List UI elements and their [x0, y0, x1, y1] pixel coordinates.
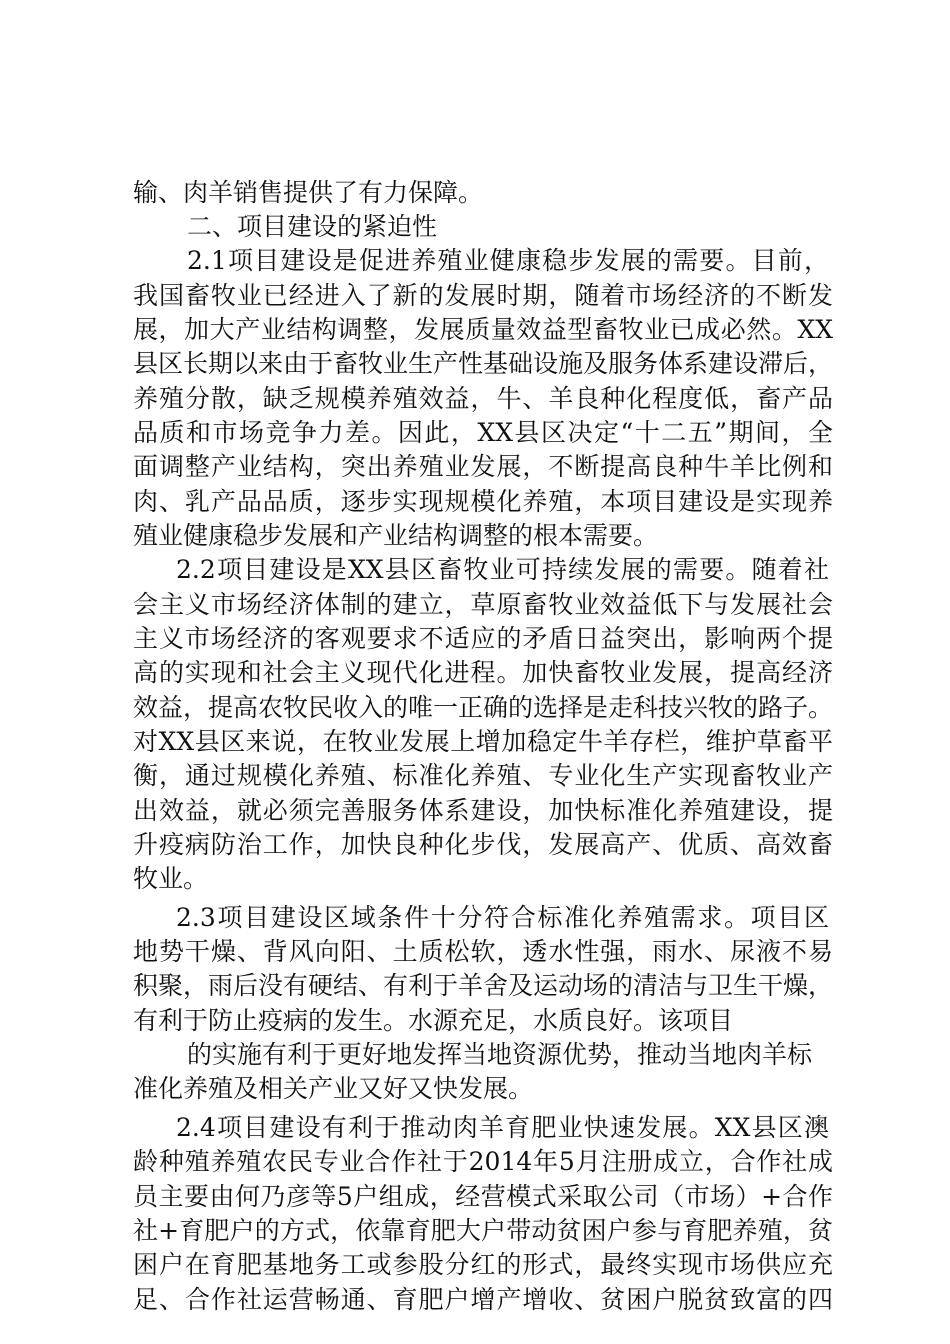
paragraph-line: 品质和市场竞争力差。因此，XX县区决定“十二五”期间，全	[133, 418, 833, 447]
paragraph-line: 足、合作社运营畅通、育肥户增产增收、贫困户脱贫致富的四	[133, 1285, 833, 1314]
paragraph-line: 龄种殖养殖农民专业合作社于2014年5月注册成立，合作社成	[133, 1147, 833, 1176]
paragraph-line: 我国畜牧业已经进入了新的发展时期，随着市场经济的不断发	[133, 281, 833, 310]
paragraph-line: 肉、乳产品品质，逐步实现规模化养殖，本项目建设是实现养	[133, 487, 833, 516]
paragraph-line: 2.3项目建设区域条件十分符合标准化养殖需求。项目区	[176, 903, 829, 932]
paragraph-line: 牧业。	[133, 864, 209, 893]
paragraph-line: 准化养殖及相关产业又好又快发展。	[133, 1074, 534, 1103]
paragraph-line: 面调整产业结构，突出养殖业发展，不断提高良种牛羊比例和	[133, 452, 833, 481]
paragraph-line: 积聚，雨后没有硬结、有利于羊舍及运动场的清洁与卫生干燥，	[133, 971, 833, 1000]
paragraph-line: 有利于防止疫病的发生。水源充足，水质良好。该项目	[133, 1006, 734, 1035]
paragraph-line: 出效益，就必须完善服务体系建设，加快标准化养殖建设，提	[133, 796, 833, 825]
paragraph-line: 升疫病防治工作，加快良种化步伐，发展高产、优质、高效畜	[133, 830, 833, 859]
paragraph-line: 地势干燥、背风向阳、土质松软，透水性强，雨水、尿液不易	[133, 937, 833, 966]
paragraph-line: 对XX县区来说，在牧业发展上增加稳定牛羊存栏，维护草畜平	[133, 727, 833, 756]
paragraph-line: 养殖分散，缺乏规模养殖效益，牛、羊良种化程度低，畜产品	[133, 384, 833, 413]
paragraph-line: 高的实现和社会主义现代化进程。加快畜牧业发展，提高经济	[133, 658, 833, 687]
paragraph-line: 员主要由何乃彦等5户组成，经营模式采取公司（市场）+合作	[133, 1182, 833, 1211]
paragraph-line: 效益，提高农牧民收入的唯一正确的选择是走科技兴牧的路子。	[133, 693, 833, 722]
paragraph-line: 的实施有利于更好地发挥当地资源优势，推动当地肉羊标	[187, 1040, 813, 1069]
paragraph-line: 2.1项目建设是促进养殖业健康稳步发展的需要。目前，	[187, 246, 829, 275]
paragraph-line: 展，加大产业结构调整，发展质量效益型畜牧业已成必然。XX	[133, 315, 833, 344]
paragraph-line: 主义市场经济的客观要求不适应的矛盾日益突出，影响两个提	[133, 624, 833, 653]
paragraph-line: 会主义市场经济体制的建立，草原畜牧业效益低下与发展社会	[133, 590, 833, 619]
section-heading: 二、项目建设的紧迫性	[187, 212, 438, 241]
paragraph-line: 殖业健康稳步发展和产业结构调整的根本需要。	[133, 521, 659, 550]
paragraph-line: 衡，通过规模化养殖、标准化养殖、专业化生产实现畜牧业产	[133, 761, 833, 790]
text-line: 输、肉羊销售提供了有力保障。	[133, 178, 484, 207]
paragraph-line: 困户在育肥基地务工或参股分红的形式，最终实现市场供应充	[133, 1250, 833, 1279]
paragraph-line: 2.4项目建设有利于推动肉羊育肥业快速发展。XX县区澳	[176, 1113, 829, 1142]
paragraph-line: 社+育肥户的方式，依靠育肥大户带动贫困户参与育肥养殖，贫	[133, 1216, 833, 1245]
paragraph-line: 县区长期以来由于畜牧业生产性基础设施及服务体系建设滞后，	[133, 349, 833, 378]
paragraph-line: 2.2项目建设是XX县区畜牧业可持续发展的需要。随着社	[176, 555, 829, 584]
